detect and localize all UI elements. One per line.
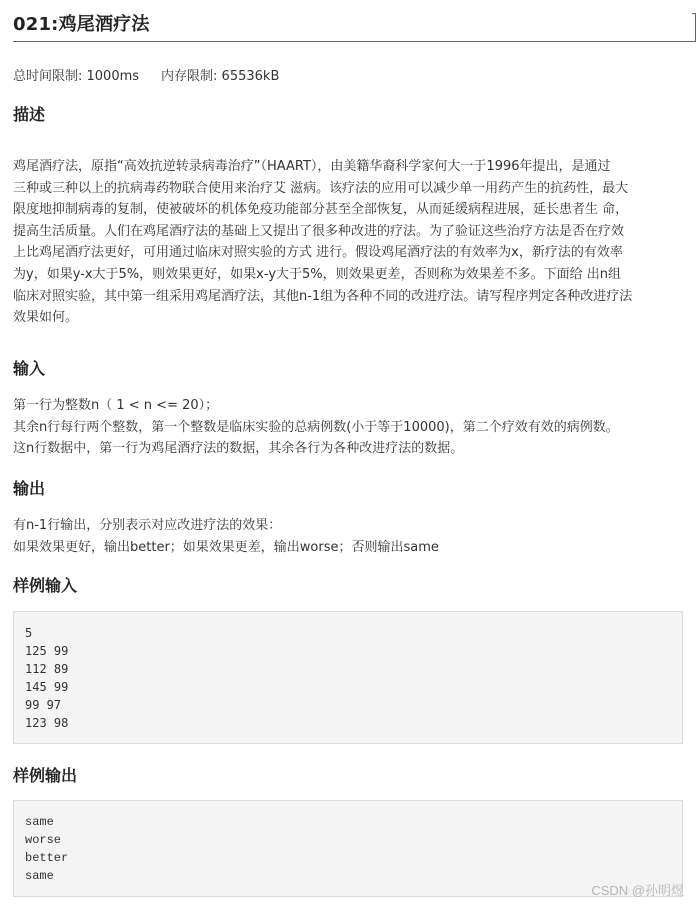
sample-output-line: same bbox=[25, 869, 54, 883]
sample-input-box bbox=[13, 611, 683, 744]
sample-input-line: 123 98 bbox=[25, 716, 69, 730]
sample-input-line: 125 99 bbox=[25, 644, 69, 658]
input-line: 第一行为整数n（ 1 < n <= 20）； bbox=[13, 398, 219, 413]
sample-input-heading: 样例输入 bbox=[13, 576, 78, 595]
sample-input-line: 99 97 bbox=[25, 698, 62, 712]
sample-output-line: better bbox=[25, 851, 69, 865]
description-line: 限度地抑制病毒的复制，使被破坏的机体免疫功能部分甚至全部恢复，从而延缓病程进展，延长患者生 命， bbox=[13, 202, 629, 218]
sample-output-box bbox=[13, 800, 683, 897]
sample-output-line: same bbox=[25, 815, 54, 829]
sample-input-line: 5 bbox=[25, 626, 33, 640]
title-bar bbox=[13, 0, 696, 42]
problem-title: 021:鸡尾酒疗法 bbox=[13, 14, 150, 35]
memory-limit: 内存限制: 65536kB bbox=[161, 69, 280, 84]
description-line: 为y，如果y-x大于5%，则效果更好，如果x-y大于5%，则效果更差，否则称为效果差不多。下面给 出n组 bbox=[13, 266, 622, 282]
input-heading: 输入 bbox=[13, 359, 46, 378]
input-text bbox=[13, 395, 688, 460]
time-limit: 总时间限制: 1000ms bbox=[13, 69, 140, 84]
sample-input-line: 112 89 bbox=[25, 662, 69, 676]
output-text bbox=[13, 515, 688, 558]
description-line: 提高生活质量。人们在鸡尾酒疗法的基础上又提出了很多种改进的疗法。为了验证这些治疗方法是否在疗效 bbox=[13, 223, 625, 239]
output-heading: 输出 bbox=[13, 479, 46, 498]
sample-output-line: worse bbox=[25, 833, 62, 847]
description-text bbox=[13, 156, 688, 329]
description-line: 鸡尾酒疗法，原指“高效抗逆转录病毒治疗”（HAART），由美籍华裔科学家何大一于1996年提出，是通过 bbox=[13, 159, 611, 174]
output-line: 如果效果更好，输出better；如果效果更差，输出worse；否则输出same bbox=[13, 539, 439, 555]
title-border-mask bbox=[694, 0, 697, 13]
sample-output-heading: 样例输出 bbox=[13, 766, 78, 785]
limits-row bbox=[13, 65, 279, 84]
description-heading: 描述 bbox=[13, 105, 46, 124]
input-line: 这n行数据中，第一行为鸡尾酒疗法的数据，其余各行为各种改进疗法的数据。 bbox=[13, 441, 464, 457]
description-line: 效果如何。 bbox=[13, 310, 79, 326]
sample-input-line: 145 99 bbox=[25, 680, 69, 694]
description-line: 上比鸡尾酒疗法更好，可用通过临床对照实验的方式 进行。假设鸡尾酒疗法的有效率为x，新疗法的有效率 bbox=[13, 245, 623, 261]
output-line: 有n-1行输出，分别表示对应改进疗法的效果： bbox=[13, 518, 282, 533]
description-line: 三种或三种以上的抗病毒药物联合使用来治疗艾 滋病。该疗法的应用可以减少单一用药产生的抗药性，最大 bbox=[13, 180, 629, 196]
csdn-watermark: CSDN @孙明煜 bbox=[591, 883, 684, 898]
description-line: 临床对照实验，其中第一组采用鸡尾酒疗法，其他n-1组为各种不同的改进疗法。请写程序判定各种改进疗法 bbox=[13, 288, 633, 304]
input-line: 其余n行每行两个整数，第一个整数是临床实验的总病例数(小于等于10000)，第二个疗效有效的病例数。 bbox=[13, 419, 619, 435]
